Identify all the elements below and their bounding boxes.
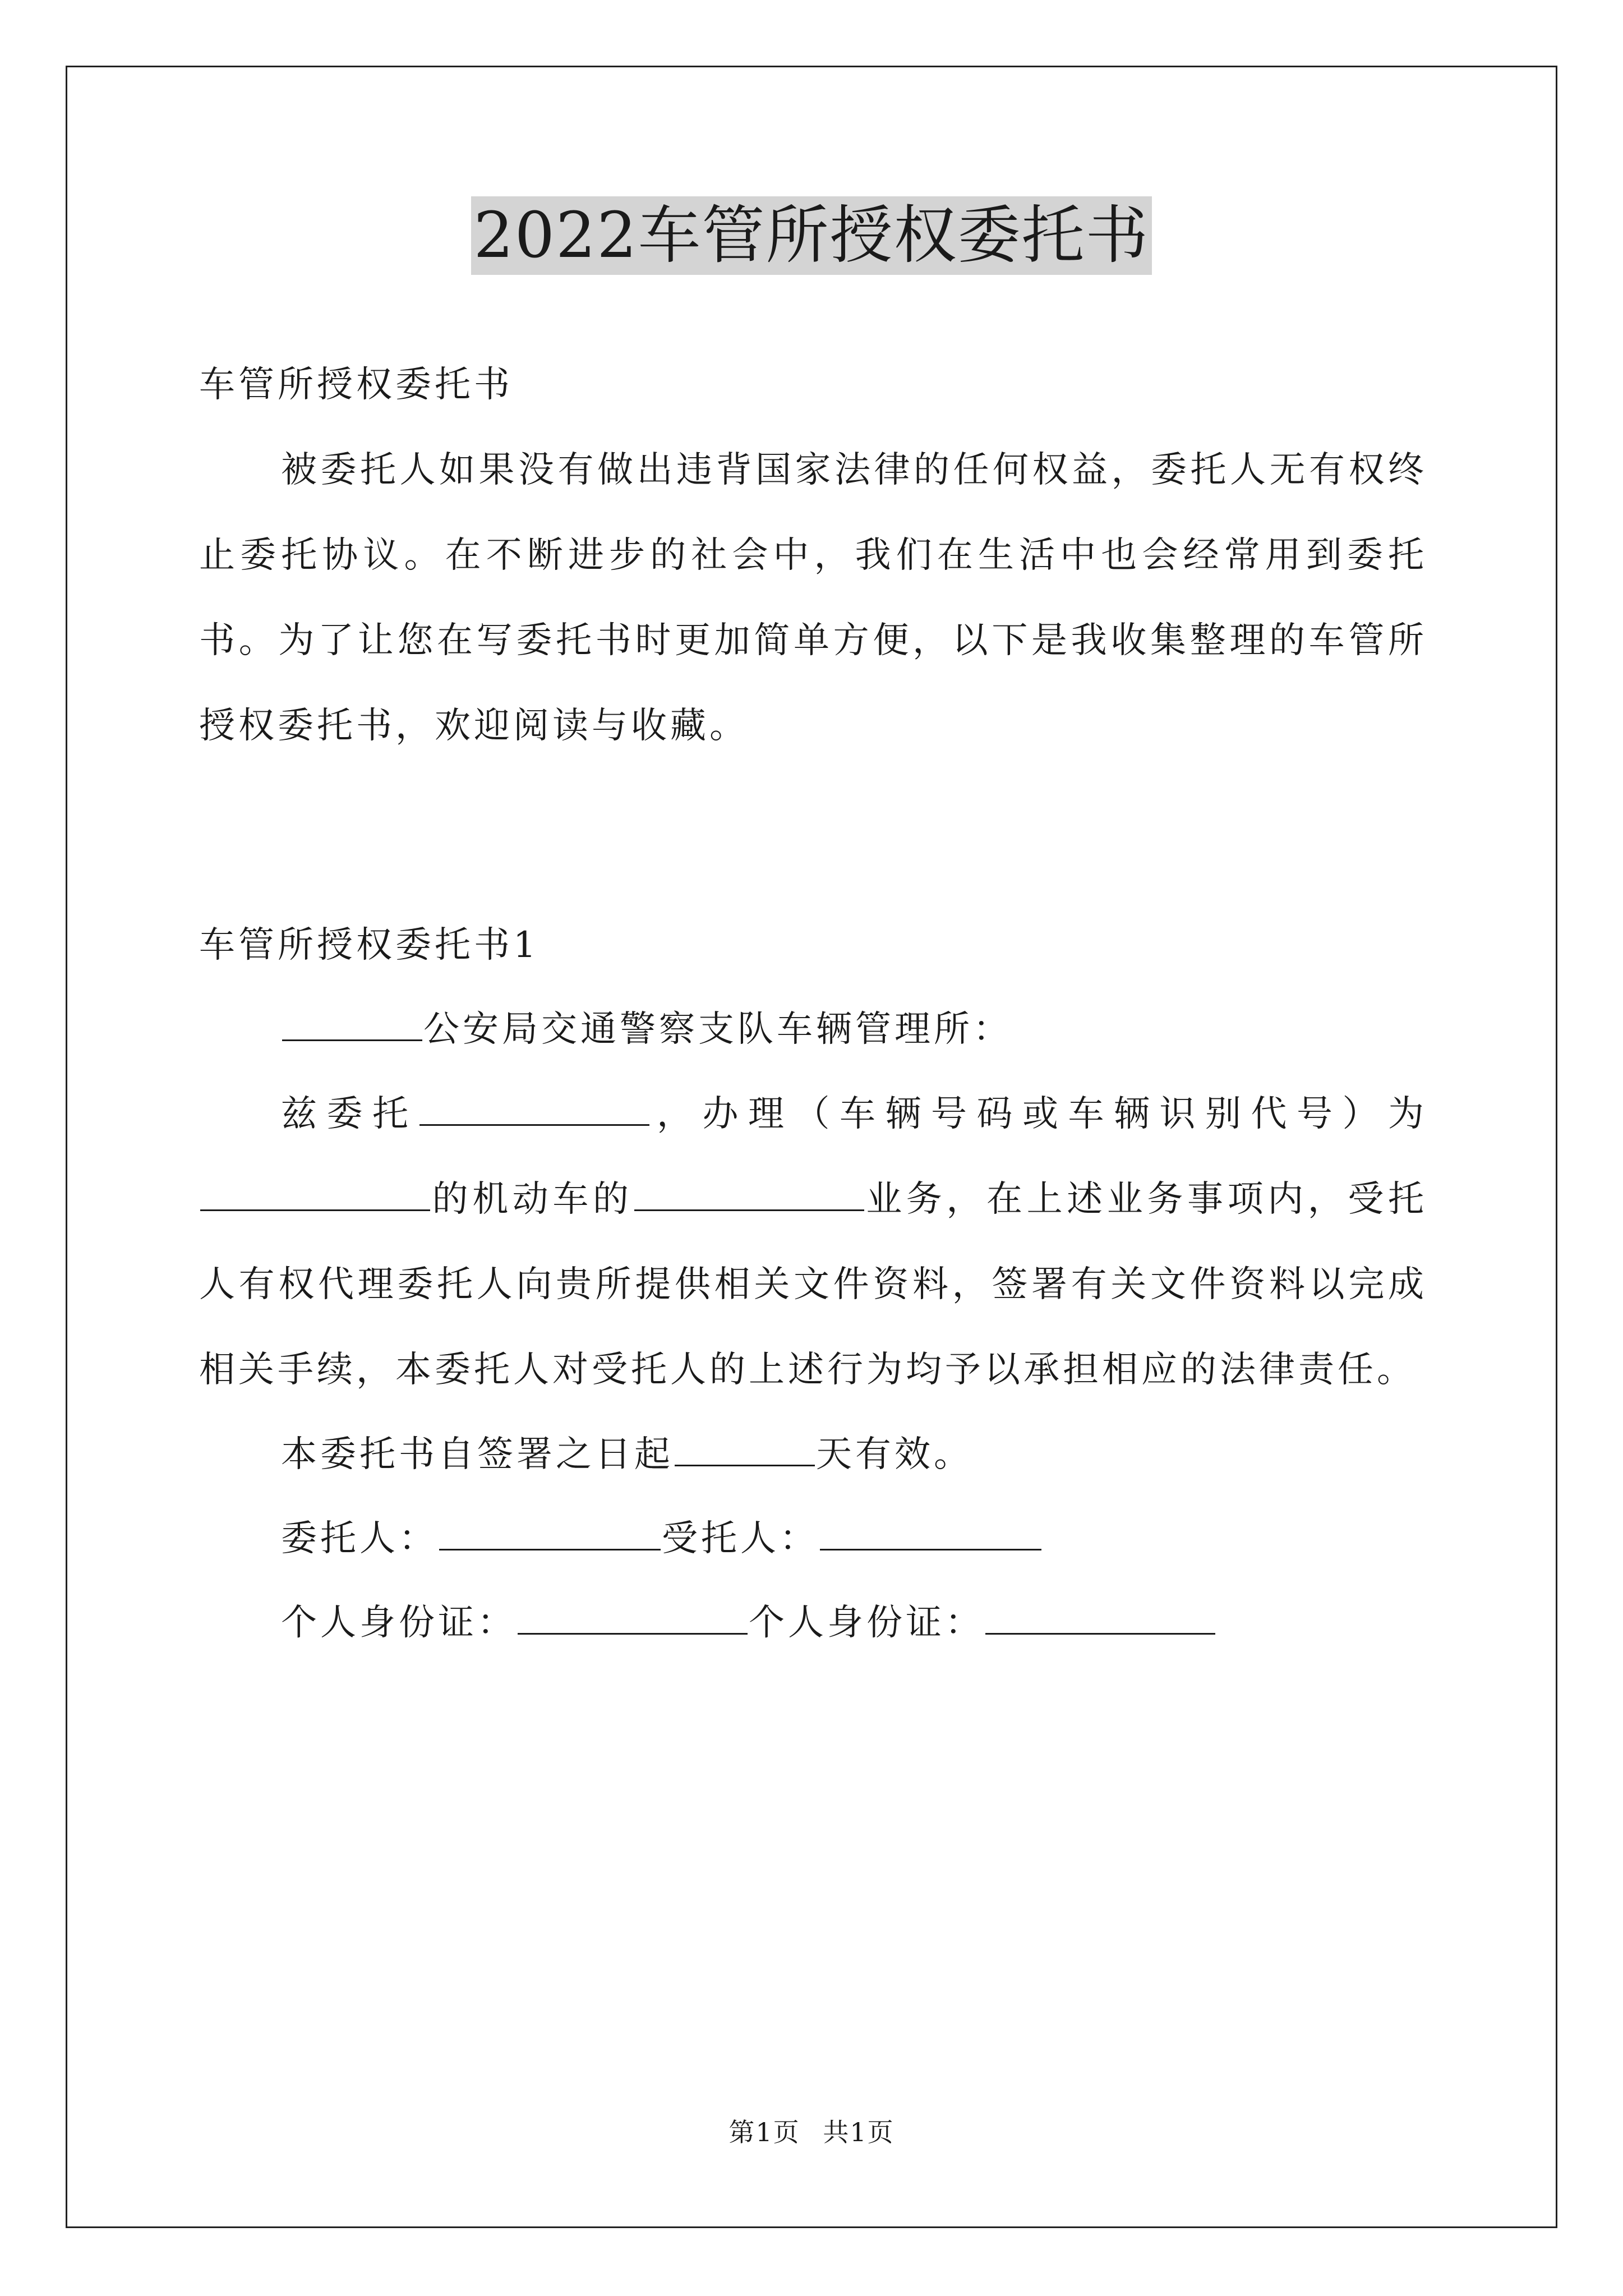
vehicle-id-blank[interactable]	[200, 1172, 430, 1211]
id-line	[199, 1581, 1427, 1665]
principal-id-blank[interactable]	[518, 1596, 748, 1635]
id-label-1: 个人身份证：	[281, 1602, 517, 1644]
principal-blank[interactable]	[439, 1512, 661, 1550]
agent-label: 受托人：	[662, 1518, 819, 1559]
id-label-2: 个人身份证：	[749, 1602, 984, 1644]
addressee-text: 公安局交通警察支队车辆管理所：	[423, 1009, 1012, 1050]
agent-id-blank[interactable]	[985, 1596, 1215, 1635]
entrust-text-2: ，办理（车辆号码或车辆识别代号）为	[650, 1093, 1427, 1135]
document-body	[199, 342, 1427, 1665]
signatories-line	[199, 1497, 1427, 1581]
intro-paragraph: 被委托人如果没有做出违背国家法律的任何权益，委托人无有权终止委托协议。在不断进步的社会中，我们在生活中也会经常用到委托书。为了让您在写委托书时更加简单方便，以下是我收集整理的车管所授权委托书，欢迎阅读与收藏。	[199, 449, 1427, 747]
agent-blank[interactable]	[820, 1512, 1041, 1550]
validity-days-blank[interactable]	[675, 1428, 815, 1466]
page-number-total: 共1页	[823, 2117, 895, 2147]
entrust-paragraph	[199, 1071, 1427, 1412]
intro-heading: 车管所授权委托书	[199, 364, 513, 406]
business-blank[interactable]	[634, 1172, 864, 1211]
entrust-text-1: 兹委托	[281, 1093, 418, 1135]
entrust-text-4: 业务，在上述业务事项内，受托人有权代理委托人向贵所提供相关文件资料，签署有关文件资料以完成相关手续，本委托人对受托人的上述行为均予以承担相应的法律责任。	[199, 1179, 1428, 1391]
addressee-blank[interactable]	[282, 1002, 422, 1041]
section-heading: 车管所授权委托书1	[199, 924, 540, 966]
principal-label: 委托人：	[281, 1518, 438, 1559]
page-number-current: 第1页	[728, 2117, 800, 2147]
agent-name-blank[interactable]	[419, 1087, 649, 1126]
section-gap	[199, 769, 1427, 903]
validity-line	[199, 1412, 1427, 1497]
page-footer	[0, 2112, 1623, 2149]
title-container	[0, 196, 1623, 275]
addressee-line	[199, 987, 1427, 1071]
entrust-text-3: 的机动车的	[431, 1179, 633, 1220]
validity-prefix: 本委托书自签署之日起	[281, 1434, 674, 1475]
validity-suffix: 天有效。	[816, 1434, 973, 1475]
document-title: 2022车管所授权委托书	[471, 196, 1151, 275]
